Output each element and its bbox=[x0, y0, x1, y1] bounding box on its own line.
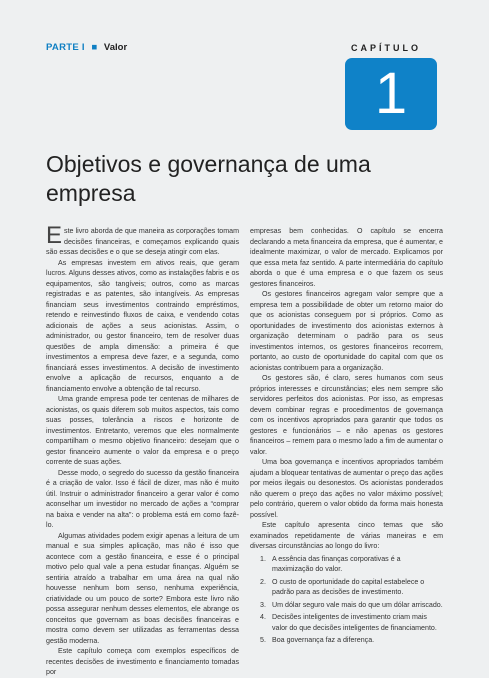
right-column bbox=[250, 226, 443, 644]
chapter-number: 1 bbox=[374, 61, 408, 126]
body-paragraph: Os gestores financeiros agregam valor sempre que a empresa tem a possibilidade de obter um retorno maior do que os acionistas conseguem por si próprios. Como as oportunidades de investimento dos acionistas externos à organização determinam o padrão para os seus investimentos internos, os gestores financeiros recorrem, portanto, ao custo de oportunidade do capital com que os acionistas contribuem para a organização. bbox=[250, 290, 443, 372]
list-text: A essência das finanças corporativas é a maximização do valor. bbox=[272, 554, 401, 573]
list-item bbox=[260, 635, 443, 646]
body-paragraph: empresas bem conhecidas. O capítulo se encerra declarando a meta financeira da empresa, que é aumentar, e idealmente maximizar, o valor de mercado. Explicamos por que essa meta faz sentido. A parte intermediária do capítulo aborda o que é uma empresa e o que fazem os seus gestores financeiros. bbox=[250, 227, 443, 288]
chapter-label: CAPÍTULO bbox=[351, 43, 421, 53]
themes-list bbox=[250, 554, 443, 646]
list-item bbox=[260, 600, 443, 611]
list-number: 4. bbox=[260, 613, 266, 621]
part-label: PARTE I bbox=[46, 42, 85, 53]
intro-paragraph bbox=[46, 222, 239, 258]
list-number: 2. bbox=[260, 577, 266, 586]
drop-cap: E bbox=[46, 222, 63, 249]
list-item bbox=[260, 577, 443, 598]
body-paragraph: Este capítulo começa com exemplos específicos de recentes decisões de investimento e financiamento tomadas por bbox=[46, 647, 239, 676]
part-separator: ■ bbox=[91, 42, 98, 53]
left-column bbox=[46, 222, 239, 676]
list-number: 1. bbox=[260, 554, 266, 563]
list-item bbox=[260, 612, 443, 633]
part-header bbox=[46, 42, 127, 53]
intro-text: ste livro aborda de que maneira as corporações tomam decisões financeiras, e começamos explicando quais são essas decisões e o que se deseja atingir com elas. bbox=[46, 227, 239, 256]
body-paragraph: As empresas investem em ativos reais, que geram lucros. Alguns desses ativos, como as instalações fabris e os equipamentos, são tangíveis; outros, como as marcas registradas e as patentes, são intangíveis. As empresas financiam seus investimentos contraindo empréstimos, retendo e reinvestindo fluxos de caixa, e vendendo cotas adicionais de ações a seus acionistas. Assim, o administrador, ou gestor financeiro, tem de resolver duas questões de ampla dimensão: a primeira é que investimentos a empresa deve fazer, e a segunda, como financiará esses investimentos. A decisão de investimento envolve a aplicação de recursos, enquanto a de financiamento envolve a obtenção de tal recurso. bbox=[46, 258, 239, 393]
chapter-number-box bbox=[345, 58, 437, 130]
body-paragraph: Algumas atividades podem exigir apenas a leitura de um manual e sua simples aplicação, mas não é isso que acontece com a gestão financeira, e esse é o principal motivo pelo qual vale a pena estudar finanças. Alguém se sentiria atraído a trabalhar em uma área na qual não houvesse nenhum bom senso, nenhuma experiência, criatividade ou um pouco de sorte? Embora este livro não possa assegurar nenhum desses elementos, ele abrange os conceitos que governam as boas decisões financeiras e mostra como devem ser utilizadas as ferramentas dessa gestão moderna. bbox=[46, 531, 239, 645]
body-paragraph: Os gestores são, é claro, seres humanos com seus próprios interesses e circunstâncias; eles nem sempre são servidores perfeitos dos acionistas. Por isso, as empresas devem combinar regras e procedimentos de governança com os incentivos apropriados para garantir que todos os gestores e funcionários – e não apenas os gestores financeiros – remem para o mesmo lado a fim de aumentar o valor. bbox=[250, 374, 443, 456]
body-paragraph: Uma grande empresa pode ter centenas de milhares de acionistas, os quais diferem sob muitos aspectos, tais como suas posses, tolerância a riscos e horizonte de investimentos. Entretanto, veremos que eles normalmente compartilham o mesmo objetivo financeiro: desejam que o gestor financeiro aumente o valor da empresa e o preço corrente de suas ações. bbox=[46, 395, 239, 466]
body-paragraph: Este capítulo apresenta cinco temas que são examinados repetidamente de várias maneiras e em diversas circunstâncias ao longo do livro: bbox=[250, 521, 443, 550]
list-number: 3. bbox=[260, 600, 266, 609]
list-text: O custo de oportunidade do capital estabelece o padrão para as decisões de investimento. bbox=[272, 577, 425, 596]
list-text: Decisões inteligentes de investimento criam mais valor do que decisões inteligentes de financiamento. bbox=[272, 613, 437, 632]
list-text: Um dólar seguro vale mais do que um dólar arriscado. bbox=[272, 600, 443, 609]
list-item bbox=[260, 554, 443, 575]
body-paragraph: Uma boa governança e incentivos apropriados também ajudam a bloquear tentativas de aumentar o preço das ações por meios ilegais ou desonestos. Os acionistas ponderados não querem o preço das ações no valor máximo possível; pelo contrário, querem o valor obtido da forma mais honesta possível. bbox=[250, 458, 443, 519]
chapter-title: Objetivos e governança de uma empresa bbox=[46, 151, 371, 206]
list-number: 5. bbox=[260, 636, 266, 644]
part-title: Valor bbox=[103, 42, 128, 53]
body-paragraph: Desse modo, o segredo do sucesso da gestão financeira é a criação de valor. Isso é fácil de dizer, mas não é muito útil. Instruir o administrador financeiro a gerar valor é como aconselhar um investidor no mercado de ações a “comprar na baixa e vender na alta”: o problema está em como fazê-lo. bbox=[46, 468, 239, 529]
list-text: Boa governança faz a diferença. bbox=[272, 636, 375, 644]
